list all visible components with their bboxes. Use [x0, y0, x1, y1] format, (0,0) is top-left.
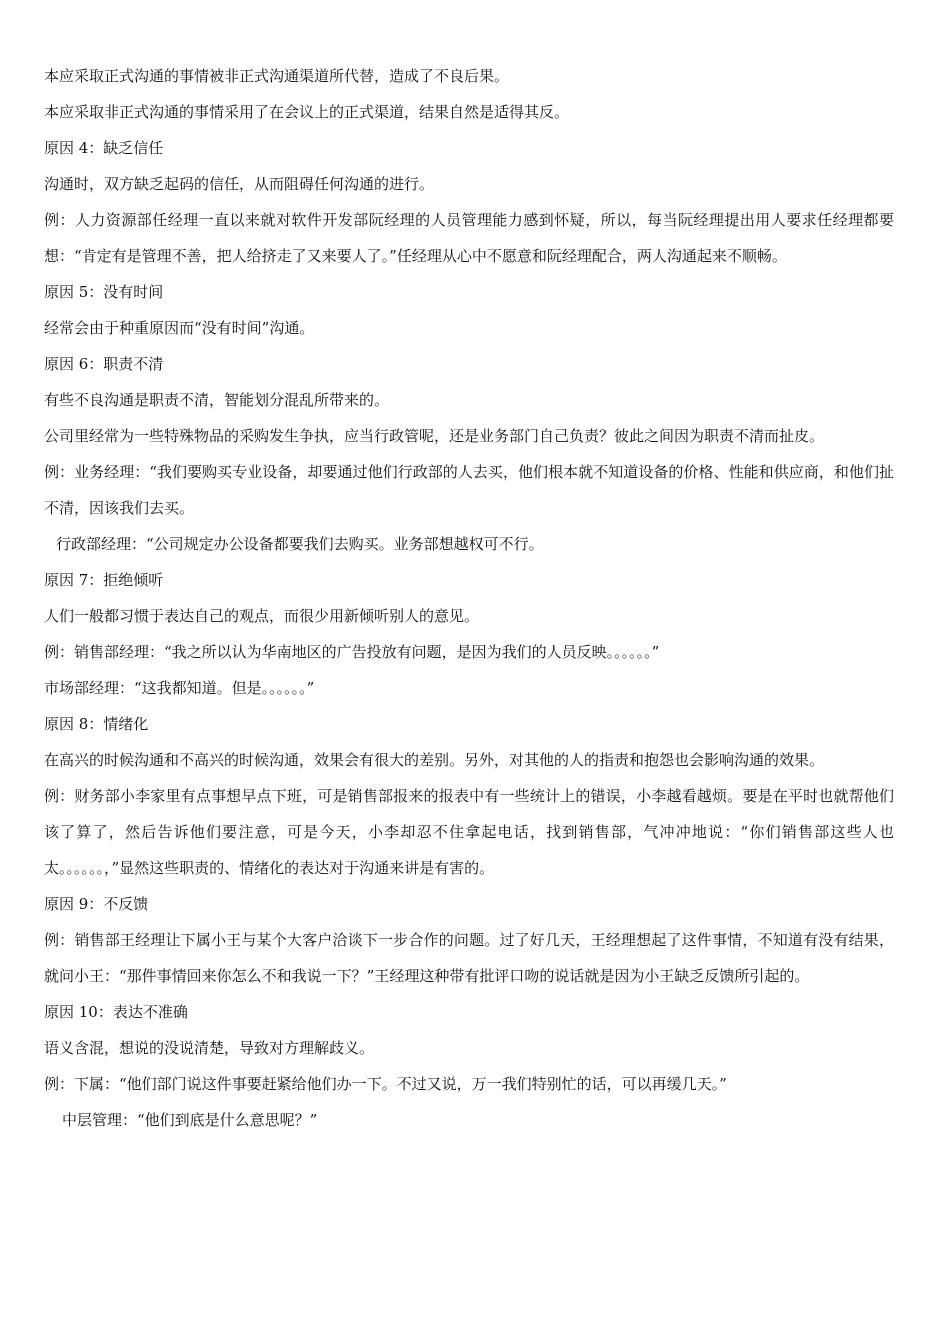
- section-heading: 原因 7：拒绝倾听: [44, 571, 164, 589]
- example-paragraph: 例：销售部经理：“我之所以认为华南地区的广告投放有问题，是因为我们的人员反映。。。。。。”: [44, 643, 660, 661]
- section-heading: 原因 10：表达不准确: [44, 1003, 188, 1021]
- example-paragraph: 例：人力资源部任经理一直以来就对软件开发部阮经理的人员管理能力感到怀疑，所以，每当阮经理提出用人要求任经理都要想：“肯定有是管理不善，把人给挤走了又来要人了。”任经理从心中不愿意和阮经理配合，两人沟通起来不顺畅。: [44, 211, 894, 265]
- paragraph: 沟通时，双方缺乏起码的信任，从而阻碍任何沟通的进行。: [44, 175, 435, 193]
- paragraph: 有些不良沟通是职责不清，智能划分混乱所带来的。: [44, 391, 390, 409]
- paragraph: 本应采取非正式沟通的事情采用了在会议上的正式渠道，结果自然是适得其反。: [44, 103, 570, 121]
- section-heading: 原因 8：情绪化: [44, 715, 149, 733]
- example-paragraph: 例：业务经理：“我们要购买专业设备，却要通过他们行政部的人去买，他们根本就不知道设备的价格、性能和供应商，和他们扯不清，因该我们去买。: [44, 463, 894, 517]
- section-heading: 原因 9：不反馈: [44, 895, 149, 913]
- dialogue-line: 中层管理：“他们到底是什么意思呢？”: [62, 1111, 318, 1129]
- document-page: [44, 58, 894, 1138]
- paragraph: 在高兴的时候沟通和不高兴的时候沟通，效果会有很大的差别。另外，对其他的人的指责和抱怨也会影响沟通的效果。: [44, 751, 825, 769]
- section-heading: 原因 6：职责不清: [44, 355, 164, 373]
- paragraph: 语义含混，想说的没说清楚，导致对方理解歧义。: [44, 1039, 375, 1057]
- paragraph: 经常会由于种重原因而“没有时间”沟通。: [44, 319, 315, 337]
- paragraph: 本应采取正式沟通的事情被非正式沟通渠道所代替，造成了不良后果。: [44, 67, 510, 85]
- paragraph: 人们一般都习惯于表达自己的观点，而很少用新倾听别人的意见。: [44, 607, 480, 625]
- section-heading: 原因 5：没有时间: [44, 283, 164, 301]
- dialogue-line: 市场部经理：“这我都知道。但是。。。。。。”: [44, 679, 315, 697]
- example-paragraph: 例：下属：“他们部门说这件事要赶紧给他们办一下。不过又说，万一我们特别忙的话，可以再缓几天。”: [44, 1075, 727, 1093]
- section-heading: 原因 4：缺乏信任: [44, 139, 164, 157]
- example-paragraph: 例：财务部小李家里有点事想早点下班，可是销售部报来的报表中有一些统计上的错误，小李越看越烦。要是在平时也就帮他们该了算了，然后告诉他们要注意，可是今天，小李却忍不住拿起电话，找到销售部，气冲冲地说：“你们销售部这些人也太。。。。。。，”显然这些职责的、情绪化的表达对于沟通来讲是有害的。: [44, 787, 894, 877]
- example-paragraph: 例：销售部王经理让下属小王与某个大客户洽谈下一步合作的问题。过了好几天，王经理想起了这件事情，不知道有没有结果，就问小王：“那件事情回来你怎么不和我说一下？”王经理这种带有批评口吻的说话就是因为小王缺乏反馈所引起的。: [44, 931, 894, 985]
- paragraph: 公司里经常为一些特殊物品的采购发生争执，应当行政管呢，还是业务部门自己负责？彼此之间因为职责不清而扯皮。: [44, 427, 825, 445]
- dialogue-line: 行政部经理：“公司规定办公设备都要我们去购买。业务部想越权可不行。: [56, 535, 544, 553]
